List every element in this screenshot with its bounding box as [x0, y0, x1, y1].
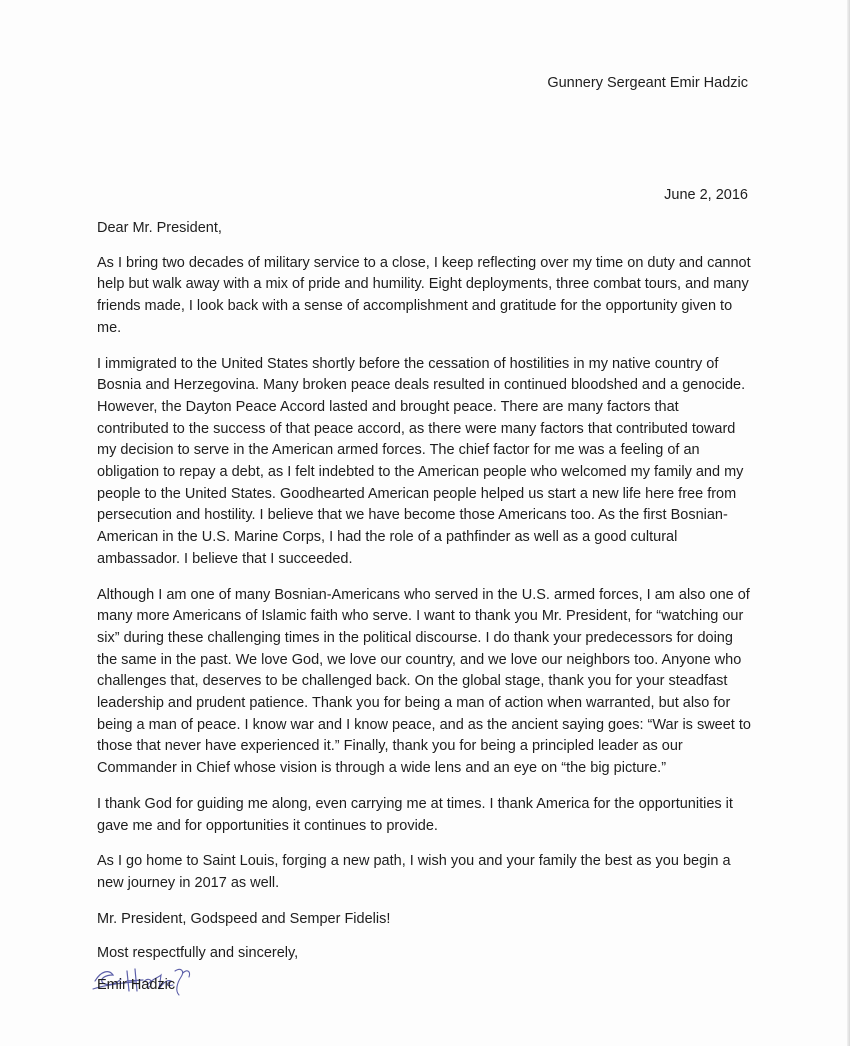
- letter-body: [97, 218, 752, 999]
- sender-name: Gunnery Sergeant Emir Hadzic: [547, 75, 748, 91]
- salutation: Dear Mr. President,: [97, 220, 222, 236]
- signer-name: Emir Hadzic: [97, 977, 176, 994]
- paragraph-5: As I go home to Saint Louis, forging a new path, I wish you and your family the best as you begin a new journey in 2017 as well.: [97, 853, 731, 891]
- signature-block: [97, 965, 752, 999]
- letter-date: June 2, 2016: [664, 187, 748, 203]
- closing-line: Mr. President, Godspeed and Semper Fidelis!: [97, 910, 391, 927]
- signoff: Most respectfully and sincerely,: [97, 945, 299, 962]
- paragraph-3: Although I am one of many Bosnian-Americans who served in the U.S. armed forces, I am also one of many more Americans of Islamic faith who serve. I want to thank you Mr. President, for “watching our six” during these challenging times in the political discourse. I do thank your predecessors for doing the same in the past. We love God, we love our country, and we love our neighbors too. Anyone who challenges that, deserves to be challenged back. On the global stage, thank you for your steadfast leadership and prudent patience. Thank you for being a man of action when warranted, but also for being a man of peace. I know war and I know peace, and as the ancient saying goes: “War is sweet to those that never have experienced it.” Finally, thank you for being a principled leader as our Commander in Chief whose vision is through a wide lens and an eye on “the big picture.”: [97, 586, 751, 777]
- paragraph-4: I thank God for guiding me along, even carrying me at times. I thank America for the opportunities it gave me and for opportunities it continues to provide.: [97, 795, 733, 834]
- paragraph-2: I immigrated to the United States shortly before the cessation of hostilities in my native country of Bosnia and Herzegovina. Many broken peace deals resulted in continued bloodshed and a genocide. However, the Dayton Peace Accord lasted and brought peace. There are many factors that contributed to the success of that peace accord, as there were many factors that contributed toward my decision to serve in the American armed forces. The chief factor for me was a feeling of an obligation to repay a debt, as I felt indebted to the American people who welcomed my family and my people to the United States. Goodhearted American people helped us start a new life here free from persecution and hostility. I believe that we have become those Americans too. As the first Bosnian-American in the U.S. Marine Corps, I had the role of a pathfinder as well as a good cultural ambassador. I believe that I succeeded.: [97, 355, 746, 567]
- paragraph-1: As I bring two decades of military service to a close, I keep reflecting over my time on duty and cannot help but walk away with a mix of pride and humility. Eight deployments, three combat tours, and many friends made, I look back with a sense of accomplishment and gratitude for the opportunity given to me.: [97, 254, 751, 336]
